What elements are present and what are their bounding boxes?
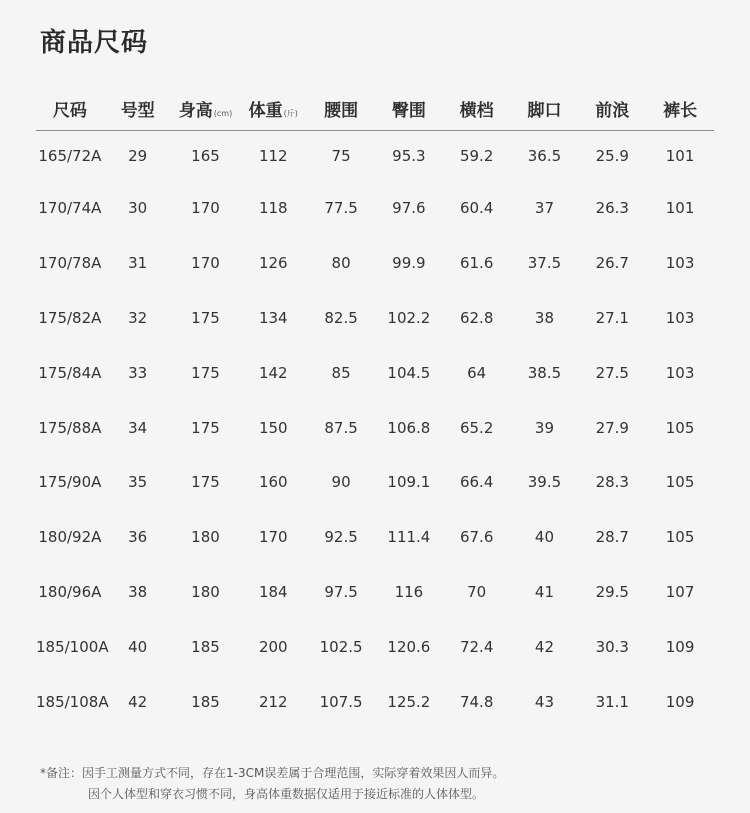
table-cell: 37 bbox=[534, 199, 555, 218]
table-cell: 85 bbox=[331, 363, 351, 382]
table-cell: 77.5 bbox=[324, 199, 358, 218]
column-header-label: 腰围 bbox=[324, 100, 359, 121]
column-header-unit: (cm) bbox=[213, 108, 233, 118]
table-row bbox=[36, 510, 714, 565]
size-note bbox=[40, 763, 504, 805]
table-cell: 109.1 bbox=[387, 473, 431, 492]
table-cell: 32 bbox=[128, 308, 148, 327]
table-cell: 109 bbox=[665, 692, 695, 711]
column-header bbox=[578, 86, 646, 131]
table-cell: 42 bbox=[128, 692, 148, 711]
table-cell: 165 bbox=[191, 147, 220, 165]
table-cell: 29.5 bbox=[595, 582, 629, 601]
column-header bbox=[307, 86, 375, 131]
column-header-label: 号型 bbox=[120, 100, 155, 121]
table-cell: 105 bbox=[665, 418, 695, 437]
table-cell: 65.2 bbox=[459, 418, 494, 437]
header-row bbox=[36, 86, 714, 131]
table-cell: 38 bbox=[534, 308, 555, 327]
table-cell: 175 bbox=[191, 308, 220, 327]
table-cell: 180/92A bbox=[38, 528, 102, 547]
table-cell: 165/72A bbox=[38, 147, 102, 165]
table-cell: 60.4 bbox=[459, 199, 494, 218]
table-cell: 180 bbox=[191, 528, 220, 547]
table-row bbox=[36, 565, 714, 620]
table-cell: 61.6 bbox=[459, 254, 494, 273]
table-cell: 120.6 bbox=[387, 637, 431, 656]
table-cell: 185 bbox=[191, 637, 220, 656]
column-header-label: 尺码 bbox=[52, 100, 87, 121]
table-cell: 111.4 bbox=[387, 528, 431, 547]
table-cell: 30.3 bbox=[595, 637, 629, 656]
column-header bbox=[239, 86, 307, 131]
table-cell: 42 bbox=[534, 637, 555, 656]
table-cell: 28.7 bbox=[595, 528, 629, 547]
table-cell: 33 bbox=[128, 363, 148, 382]
table-cell: 75 bbox=[331, 147, 351, 165]
table-cell: 212 bbox=[258, 692, 288, 711]
table-cell: 175 bbox=[191, 418, 220, 437]
table-cell: 126 bbox=[258, 254, 288, 273]
table-cell: 31.1 bbox=[595, 692, 629, 711]
table-cell: 27.9 bbox=[595, 418, 629, 437]
table-cell: 116 bbox=[394, 582, 424, 601]
table-cell: 29 bbox=[128, 147, 148, 165]
column-header-label: 前浪 bbox=[595, 100, 630, 121]
table-cell: 26.3 bbox=[595, 199, 629, 218]
table-cell: 62.8 bbox=[459, 308, 494, 327]
table-cell: 80 bbox=[331, 254, 351, 273]
table-cell: 97.5 bbox=[324, 582, 358, 601]
column-header-label: 身高 bbox=[178, 100, 213, 121]
table-cell: 185 bbox=[191, 692, 220, 711]
table-cell: 102.2 bbox=[387, 308, 431, 327]
table-cell: 101 bbox=[665, 199, 695, 218]
table-row bbox=[36, 674, 714, 729]
table-cell: 82.5 bbox=[324, 308, 358, 327]
table-cell: 175/90A bbox=[38, 473, 102, 492]
table-cell: 97.6 bbox=[392, 199, 426, 218]
table-cell: 90 bbox=[331, 473, 351, 492]
table-cell: 26.7 bbox=[595, 254, 629, 273]
note-line-2: 因个人体型和穿衣习惯不同，身高体重数据仅适用于接近标准的人体体型。 bbox=[88, 787, 485, 801]
table-row bbox=[36, 619, 714, 674]
table-cell: 39.5 bbox=[527, 473, 562, 492]
table-cell: 74.8 bbox=[459, 692, 494, 711]
table-cell: 150 bbox=[258, 418, 288, 437]
table-cell: 170 bbox=[191, 254, 220, 273]
table-cell: 36.5 bbox=[527, 147, 562, 165]
table-cell: 109 bbox=[665, 637, 695, 656]
table-cell: 184 bbox=[258, 582, 288, 601]
table-cell: 175 bbox=[191, 363, 220, 382]
table-cell: 103 bbox=[665, 308, 695, 327]
table-cell: 118 bbox=[258, 199, 288, 218]
table-cell: 107.5 bbox=[319, 692, 363, 711]
table-header bbox=[36, 86, 714, 131]
column-header bbox=[511, 86, 579, 131]
column-header-unit: (斤) bbox=[283, 108, 298, 118]
table-cell: 67.6 bbox=[459, 528, 494, 547]
table-cell: 99.9 bbox=[392, 254, 426, 273]
table-cell: 175/82A bbox=[38, 308, 102, 327]
table-cell: 30 bbox=[128, 199, 148, 218]
table-cell: 170/74A bbox=[38, 199, 102, 218]
table-cell: 103 bbox=[665, 254, 695, 273]
table-cell: 41 bbox=[534, 582, 555, 601]
table-row bbox=[36, 345, 714, 400]
table-cell: 170 bbox=[258, 528, 288, 547]
table-cell: 142 bbox=[258, 363, 288, 382]
table-cell: 134 bbox=[258, 308, 288, 327]
table-cell: 160 bbox=[258, 473, 288, 492]
table-cell: 105 bbox=[665, 473, 695, 492]
table-cell: 175/84A bbox=[38, 363, 102, 382]
table-cell: 39 bbox=[534, 418, 555, 437]
table-cell: 59.2 bbox=[459, 147, 494, 165]
table-cell: 36 bbox=[128, 528, 148, 547]
column-header bbox=[443, 86, 511, 131]
table-cell: 43 bbox=[534, 692, 555, 711]
table-cell: 105 bbox=[665, 528, 695, 547]
page-title: 商品尺码 bbox=[40, 28, 149, 58]
column-header-label: 横档 bbox=[459, 100, 494, 121]
column-header bbox=[375, 86, 443, 131]
table-cell: 25.9 bbox=[595, 147, 629, 165]
table-cell: 112 bbox=[258, 147, 288, 165]
table-cell: 106.8 bbox=[387, 418, 431, 437]
table-cell: 38 bbox=[128, 582, 148, 601]
table-cell: 27.1 bbox=[595, 308, 629, 327]
table-row bbox=[36, 236, 714, 291]
note-line-1: *备注：因手工测量方式不同，存在1-3CM误差属于合理范围，实际穿着效果因人而异。 bbox=[40, 766, 505, 780]
table-cell: 35 bbox=[128, 473, 148, 492]
column-header-label: 体重 bbox=[248, 100, 283, 121]
table-row bbox=[36, 131, 714, 182]
table-cell: 40 bbox=[128, 637, 148, 656]
table-cell: 170 bbox=[191, 199, 220, 218]
table-row bbox=[36, 455, 714, 510]
table-cell: 27.5 bbox=[595, 363, 629, 382]
table-cell: 101 bbox=[665, 147, 695, 165]
table-body bbox=[36, 131, 714, 729]
table-cell: 31 bbox=[128, 254, 148, 273]
column-header bbox=[36, 86, 104, 131]
size-chart-table bbox=[36, 86, 714, 729]
table-row bbox=[36, 181, 714, 236]
table-cell: 38.5 bbox=[527, 363, 562, 382]
table-cell: 175/88A bbox=[38, 418, 102, 437]
column-header bbox=[104, 86, 172, 131]
table-cell: 170/78A bbox=[38, 254, 102, 273]
table-cell: 87.5 bbox=[324, 418, 358, 437]
table-cell: 103 bbox=[665, 363, 695, 382]
table-row bbox=[36, 400, 714, 455]
column-header-label: 臀围 bbox=[391, 100, 426, 121]
table-cell: 72.4 bbox=[459, 637, 494, 656]
table-cell: 125.2 bbox=[387, 692, 431, 711]
table-cell: 175 bbox=[191, 473, 220, 492]
table-cell: 102.5 bbox=[319, 637, 363, 656]
table-cell: 34 bbox=[128, 418, 148, 437]
table-cell: 70 bbox=[467, 582, 487, 601]
table-cell: 28.3 bbox=[595, 473, 629, 492]
column-header bbox=[172, 86, 240, 131]
table-cell: 180 bbox=[191, 582, 220, 601]
table-cell: 185/100A bbox=[36, 637, 109, 656]
table-cell: 104.5 bbox=[387, 363, 431, 382]
column-header-label: 脚口 bbox=[527, 100, 562, 121]
table-cell: 64 bbox=[467, 363, 487, 382]
column-header-label: 裤长 bbox=[663, 100, 698, 121]
table-cell: 92.5 bbox=[324, 528, 358, 547]
table-cell: 66.4 bbox=[459, 473, 494, 492]
table-cell: 107 bbox=[665, 582, 695, 601]
table-cell: 37.5 bbox=[527, 254, 562, 273]
table-cell: 40 bbox=[534, 528, 555, 547]
column-header bbox=[646, 86, 714, 131]
table-cell: 185/108A bbox=[36, 692, 109, 711]
table-cell: 95.3 bbox=[392, 147, 426, 165]
table-cell: 180/96A bbox=[38, 582, 102, 601]
table-row bbox=[36, 291, 714, 346]
table-cell: 200 bbox=[258, 637, 288, 656]
